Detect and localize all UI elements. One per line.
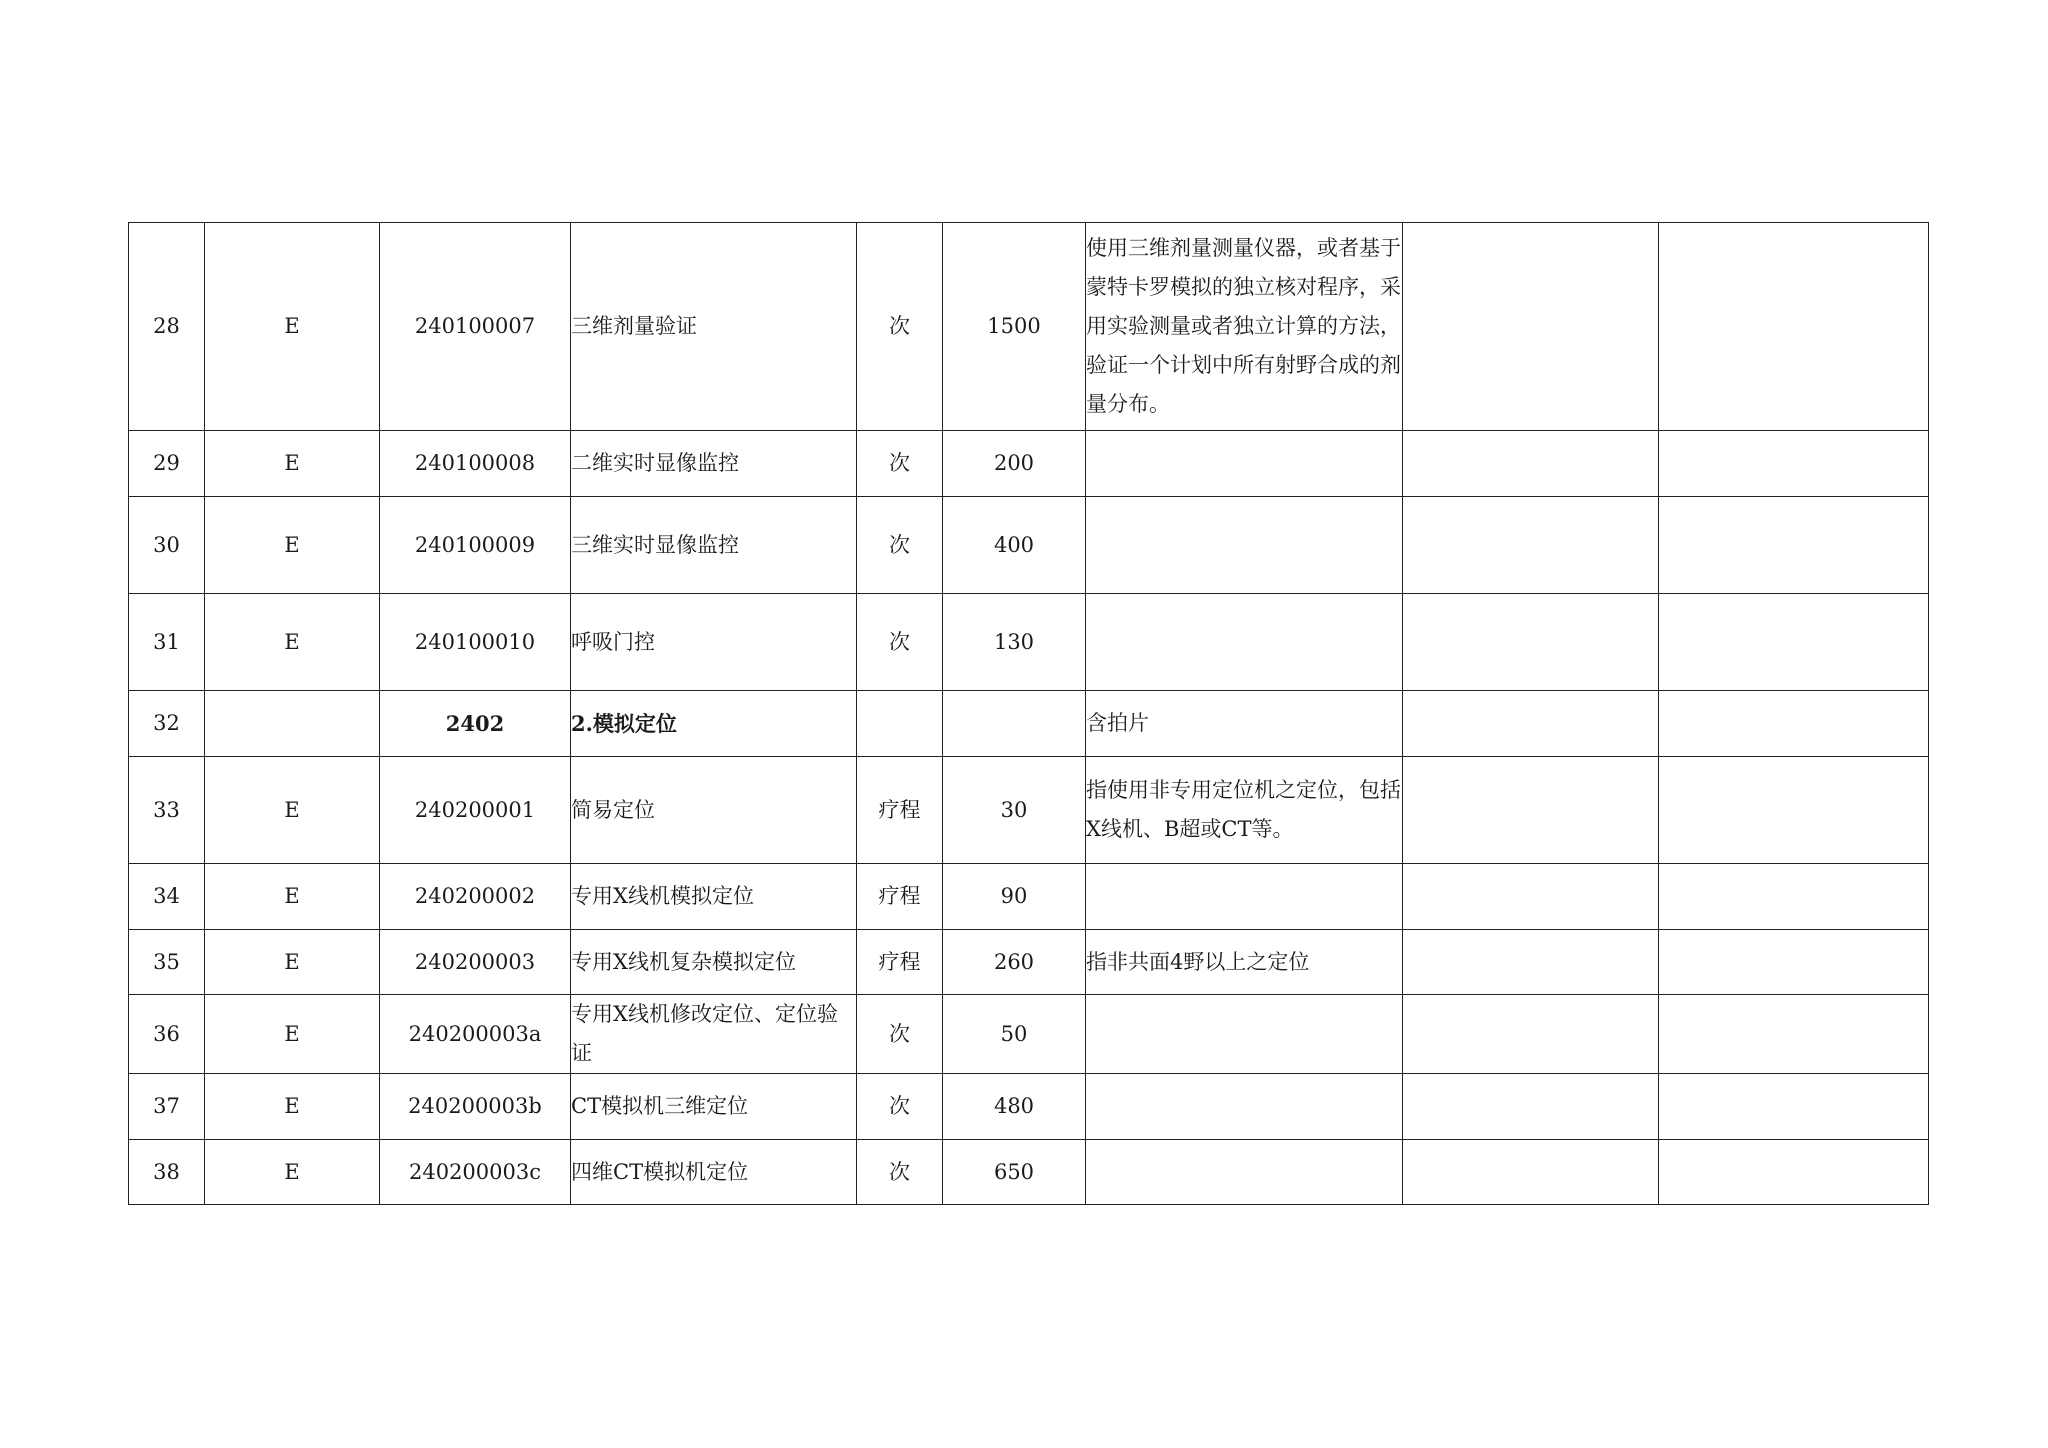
row-number: 35 (129, 930, 205, 995)
row-note (1086, 431, 1403, 497)
row-unit: 疗程 (857, 864, 943, 930)
row-extra-2 (1659, 497, 1929, 594)
row-item-name: 三维剂量验证 (571, 223, 857, 431)
row-price (943, 691, 1086, 757)
section-code: 2402 (380, 691, 571, 757)
row-extra-2 (1659, 1074, 1929, 1140)
row-extra-1 (1403, 1074, 1659, 1140)
row-number: 36 (129, 995, 205, 1074)
row-extra-2 (1659, 691, 1929, 757)
row-unit: 次 (857, 1140, 943, 1205)
row-extra-2 (1659, 223, 1929, 431)
row-extra-2 (1659, 757, 1929, 864)
row-number: 32 (129, 691, 205, 757)
row-item-name: 专用X线机复杂模拟定位 (571, 930, 857, 995)
row-note: 含拍片 (1086, 691, 1403, 757)
row-item-name: 四维CT模拟机定位 (571, 1140, 857, 1205)
row-unit: 次 (857, 431, 943, 497)
row-price: 1500 (943, 223, 1086, 431)
row-extra-1 (1403, 864, 1659, 930)
table-row (129, 1140, 1929, 1205)
row-category: E (205, 431, 380, 497)
row-note (1086, 1140, 1403, 1205)
row-note (1086, 497, 1403, 594)
table-row (129, 930, 1929, 995)
table-row (129, 995, 1929, 1074)
fee-table (128, 222, 1929, 1205)
row-unit (857, 691, 943, 757)
row-item-name: 专用X线机修改定位、定位验证 (571, 995, 857, 1074)
row-item-name: 专用X线机模拟定位 (571, 864, 857, 930)
row-number: 37 (129, 1074, 205, 1140)
row-note (1086, 995, 1403, 1074)
row-price: 260 (943, 930, 1086, 995)
row-number: 28 (129, 223, 205, 431)
row-item-name: 呼吸门控 (571, 594, 857, 691)
row-extra-1 (1403, 431, 1659, 497)
row-code: 240100010 (380, 594, 571, 691)
row-extra-2 (1659, 995, 1929, 1074)
row-extra-1 (1403, 930, 1659, 995)
table-row (129, 1074, 1929, 1140)
row-price: 90 (943, 864, 1086, 930)
row-category: E (205, 223, 380, 431)
row-extra-1 (1403, 223, 1659, 431)
table-row (129, 497, 1929, 594)
row-number: 33 (129, 757, 205, 864)
row-code: 240200003b (380, 1074, 571, 1140)
row-price: 130 (943, 594, 1086, 691)
row-number: 34 (129, 864, 205, 930)
row-unit: 次 (857, 223, 943, 431)
row-price: 200 (943, 431, 1086, 497)
row-note: 指非共面4野以上之定位 (1086, 930, 1403, 995)
row-price: 400 (943, 497, 1086, 594)
row-unit: 次 (857, 995, 943, 1074)
row-unit: 次 (857, 1074, 943, 1140)
section-title: 2.模拟定位 (571, 691, 857, 757)
row-category: E (205, 1140, 380, 1205)
row-note (1086, 1074, 1403, 1140)
row-number: 29 (129, 431, 205, 497)
table-row (129, 223, 1929, 431)
row-category: E (205, 1074, 380, 1140)
row-code: 240100008 (380, 431, 571, 497)
table-row (129, 431, 1929, 497)
row-code: 240200001 (380, 757, 571, 864)
row-category: E (205, 757, 380, 864)
row-item-name: 简易定位 (571, 757, 857, 864)
row-note: 使用三维剂量测量仪器，或者基于蒙特卡罗模拟的独立核对程序，采用实验测量或者独立计算的方法，验证一个计划中所有射野合成的剂量分布。 (1086, 223, 1403, 431)
row-extra-2 (1659, 431, 1929, 497)
row-extra-1 (1403, 497, 1659, 594)
row-number: 30 (129, 497, 205, 594)
row-price: 30 (943, 757, 1086, 864)
row-code: 240200003a (380, 995, 571, 1074)
row-code: 240200002 (380, 864, 571, 930)
row-unit: 次 (857, 497, 943, 594)
row-extra-2 (1659, 930, 1929, 995)
row-extra-2 (1659, 594, 1929, 691)
row-note: 指使用非专用定位机之定位，包括X线机、B超或CT等。 (1086, 757, 1403, 864)
table-row (129, 864, 1929, 930)
row-item-name: 二维实时显像监控 (571, 431, 857, 497)
row-extra-2 (1659, 1140, 1929, 1205)
row-extra-2 (1659, 864, 1929, 930)
row-category (205, 691, 380, 757)
row-note (1086, 594, 1403, 691)
row-category: E (205, 497, 380, 594)
row-category: E (205, 995, 380, 1074)
row-extra-1 (1403, 757, 1659, 864)
row-item-name: CT模拟机三维定位 (571, 1074, 857, 1140)
row-unit: 疗程 (857, 930, 943, 995)
row-extra-1 (1403, 1140, 1659, 1205)
row-extra-1 (1403, 691, 1659, 757)
row-extra-1 (1403, 995, 1659, 1074)
row-note (1086, 864, 1403, 930)
table-row (129, 757, 1929, 864)
row-code: 240200003c (380, 1140, 571, 1205)
row-unit: 次 (857, 594, 943, 691)
row-category: E (205, 930, 380, 995)
row-number: 38 (129, 1140, 205, 1205)
table-row (129, 594, 1929, 691)
row-price: 650 (943, 1140, 1086, 1205)
row-extra-1 (1403, 594, 1659, 691)
row-category: E (205, 594, 380, 691)
section-row (129, 691, 1929, 757)
row-unit: 疗程 (857, 757, 943, 864)
row-code: 240200003 (380, 930, 571, 995)
row-item-name: 三维实时显像监控 (571, 497, 857, 594)
row-number: 31 (129, 594, 205, 691)
row-category: E (205, 864, 380, 930)
row-price: 50 (943, 995, 1086, 1074)
row-price: 480 (943, 1074, 1086, 1140)
row-code: 240100007 (380, 223, 571, 431)
row-code: 240100009 (380, 497, 571, 594)
